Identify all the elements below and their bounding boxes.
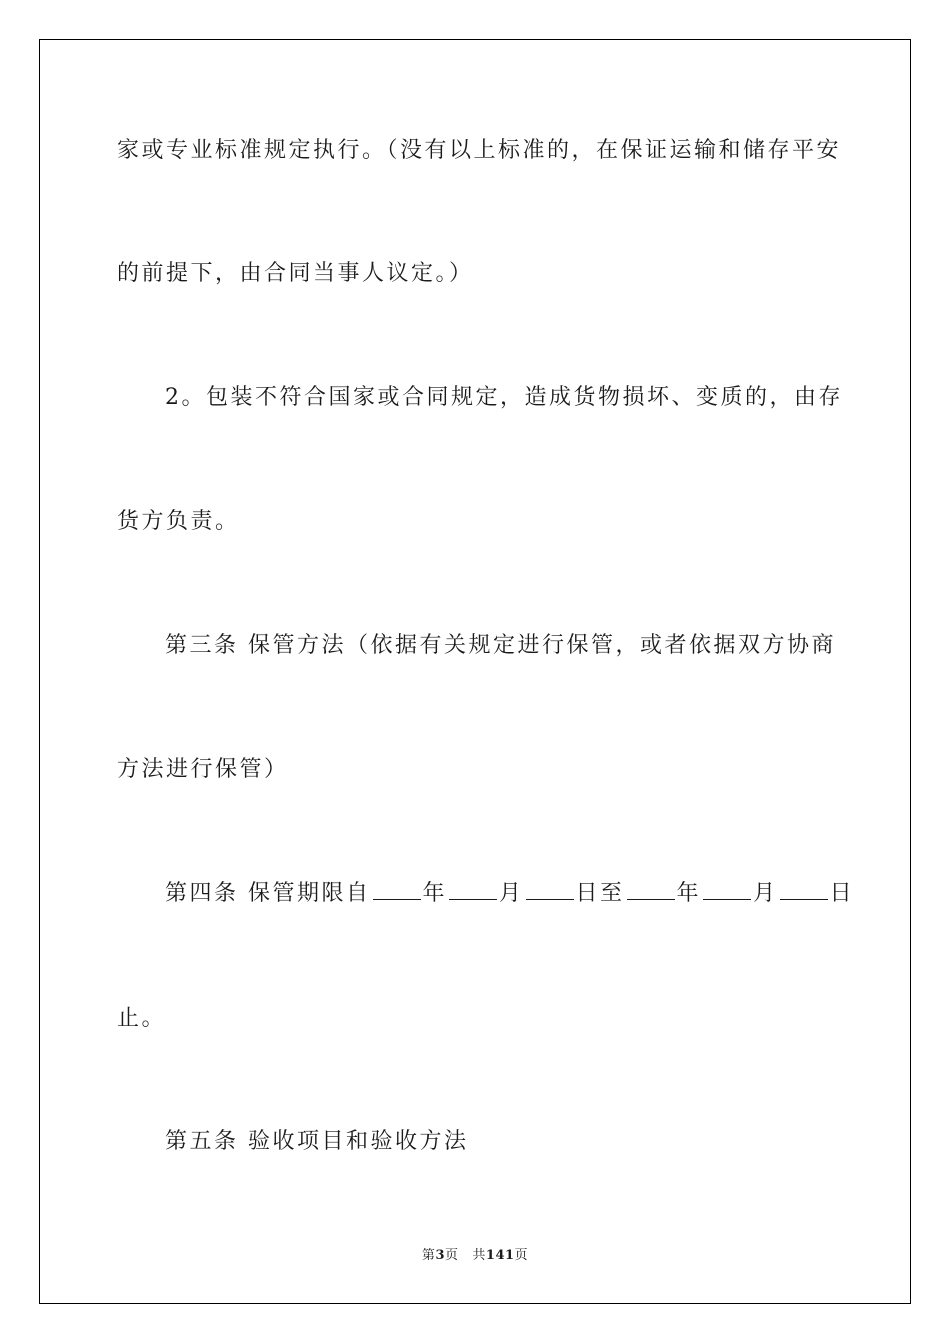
paragraph-line: 第三条 保管方法（依据有关规定进行保管，或者依据双方协商 (165, 633, 836, 658)
paragraph-line: 方法进行保管） (117, 757, 289, 782)
page-suffix: 页 (444, 1248, 459, 1263)
paragraph-line: 2。包装不符合国家或合同规定，造成货物损坏、变质的，由存 (165, 385, 843, 410)
blank-field (449, 879, 497, 900)
day-to-label: 日至 (575, 881, 625, 906)
paragraph-line: 货方负责。 (117, 509, 240, 534)
paragraph-line: 的前提下，由合同当事人议定。） (117, 261, 474, 286)
page-footer (0, 1247, 950, 1265)
blank-field (703, 879, 751, 900)
blank-field (373, 879, 421, 900)
article-4-line (165, 879, 854, 909)
total-suffix: 页 (514, 1248, 529, 1263)
article-4-prefix: 第四条 保管期限自 (165, 881, 371, 906)
blank-field (780, 879, 828, 900)
paragraph-line: 第五条 验收项目和验收方法 (165, 1129, 469, 1154)
total-prefix: 共 (472, 1248, 486, 1263)
year-label: 年 (676, 881, 702, 906)
page-number: 3 (435, 1248, 445, 1263)
paragraph-line: 止。 (117, 1006, 167, 1031)
month-label: 月 (753, 881, 778, 906)
blank-field (526, 879, 574, 900)
paragraph-line: 家或专业标准规定执行。（没有以上标准的，在保证运输和储存平安 (117, 138, 842, 163)
month-label: 月 (499, 881, 524, 906)
day-label: 日 (829, 881, 855, 906)
blank-field (627, 879, 675, 900)
page-border (39, 39, 911, 1304)
year-label: 年 (422, 881, 448, 906)
page-prefix: 第 (421, 1248, 436, 1263)
total-pages: 141 (485, 1248, 515, 1263)
